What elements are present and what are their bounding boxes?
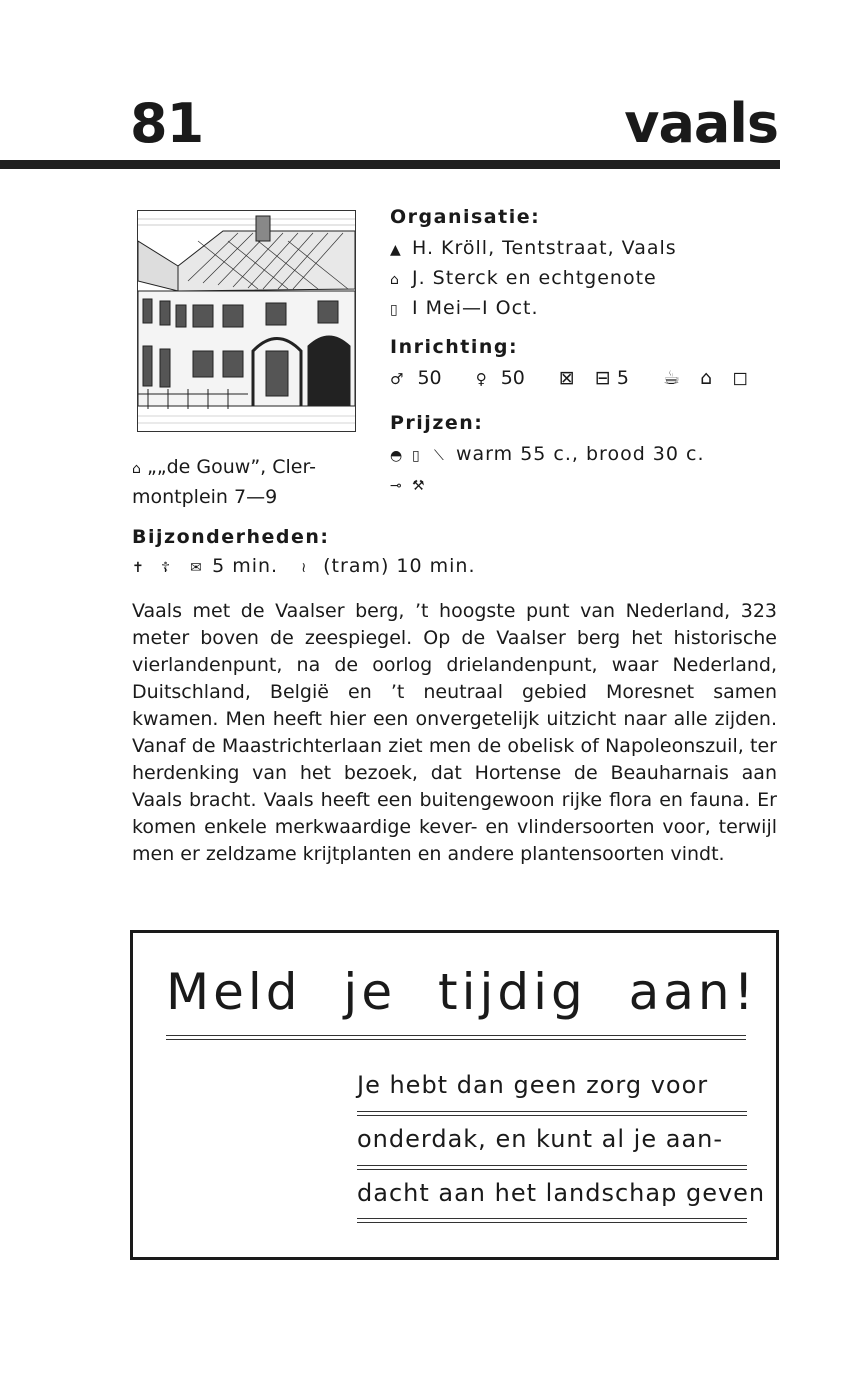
notice-title-rule (166, 1035, 746, 1040)
page-title: vaals (624, 92, 778, 155)
organisatie-section (390, 206, 677, 324)
bijzonderheden-heading: Bijzonderheden: (132, 526, 330, 548)
catholic-church-icon: ☦ (161, 560, 172, 576)
lamp-icon: ☕ (663, 367, 681, 389)
hostel-icon: ⌂ (132, 461, 141, 477)
notice-line-3: dacht aan het landschap geven (357, 1179, 766, 1207)
notice-rule-1 (357, 1111, 747, 1116)
window-icon: ◻ (732, 367, 748, 389)
washroom-icon: ⊠ (558, 367, 575, 389)
inrichting-icons (390, 364, 762, 393)
organisatie-line-3: ▯ I Mei—I Oct. (390, 294, 677, 324)
tram-icon: ≀ (301, 560, 308, 576)
bottle-icon: ▯ (412, 448, 421, 464)
female-bed-icon: ♀ 50 (475, 367, 525, 389)
bijzonderheden-line: ✝ ☦ ✉ 5 min. ≀ (tram) 10 min. (132, 552, 476, 582)
notice-box (130, 930, 779, 1260)
church-cross-icon: ✝ (132, 560, 145, 576)
building-illustration (137, 210, 356, 432)
prijzen-icons-2 (390, 470, 705, 500)
prijzen-line: ◓ ▯ ⟍ warm 55 c., brood 30 c. (390, 440, 705, 470)
organisatie-line-2: ⌂ J. Sterck en echtgenote (390, 264, 677, 294)
triangle-icon: ▲ (390, 242, 402, 258)
description-paragraph: Vaals met de Vaalser berg, ’t hoogste punt van Nederland, 323 meter boven de zeespiegel. Op de Vaalser berg het historische vierlandenpunt, na de oorlog drielandenpunt, waar Nederland, Duitschland, België en ’t neutraal gebied Moresnet samen kwamen. Men heeft hier een onvergetelijk uitzicht naar alle zijden. Vanaf de Maastrichterlaan ziet men de obelisk of Napoleonszuil, ter herdenking van het bezoek, dat Hortense de Beauharnais aan Vaals bracht. Vaals heeft een buitengewoon rijke flora en fauna. Er komen enkele merkwaardige kever- en vlindersoorten voor, terwijl men er zeldzame krijtplanten en andere plantensoorten vindt. (132, 600, 777, 865)
organisatie-heading: Organisatie: (390, 206, 541, 228)
knife-icon: ⟍ (434, 448, 445, 464)
post-office-icon: ✉ (190, 560, 203, 576)
prijzen-section (390, 412, 705, 500)
notice-line-1: Je hebt dan geen zorg voor (357, 1071, 709, 1099)
location-caption: ⌂ „„de Gouw”, Cler- montplein 7—9 (132, 456, 316, 508)
house-icon: ⌂ (390, 272, 400, 288)
organisatie-line-1: ▲ H. Kröll, Tentstraat, Vaals (390, 234, 677, 264)
calendar-icon: ▯ (390, 302, 399, 318)
male-bed-icon: ♂ 50 (390, 367, 442, 389)
bed-icon: ⊟ 5 (594, 367, 629, 389)
inrichting-heading: Inrichting: (390, 336, 519, 358)
notice-rule-3 (357, 1218, 747, 1223)
header-rule (0, 160, 780, 169)
inrichting-section (390, 336, 762, 393)
notice-line-2: onderdak, en kunt al je aan- (357, 1125, 724, 1153)
page-number: 81 (130, 92, 204, 155)
shelter-icon: ⌂ (700, 367, 713, 389)
notice-title: Meld je tijdig aan! (166, 963, 758, 1021)
pan-icon: ⊸ (390, 478, 403, 494)
bijzonderheden-section (132, 526, 476, 582)
pot-icon: ◓ (390, 448, 404, 464)
cutlery-icon: ⚒ (412, 478, 426, 494)
prijzen-heading: Prijzen: (390, 412, 484, 434)
notice-rule-2 (357, 1165, 747, 1170)
